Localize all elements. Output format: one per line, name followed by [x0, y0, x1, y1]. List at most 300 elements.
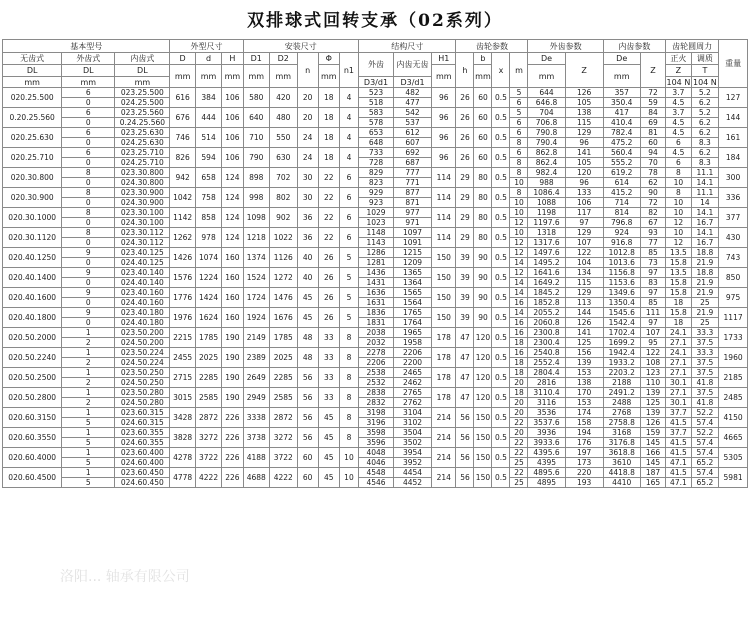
cell-model-ext: 5: [62, 418, 115, 428]
cell-weight: 743: [719, 248, 748, 268]
cell-Z2: 187: [640, 468, 665, 478]
cell-Z2: 78: [640, 168, 665, 178]
cell-Z1: 125: [565, 338, 603, 348]
cell-model-nogear: 020.60.4500: [3, 468, 62, 488]
cell-d3-ext: 1029: [359, 208, 394, 218]
cell-F2: 11.1: [691, 188, 719, 198]
cell-m: 8: [510, 188, 528, 198]
cell-d3-int: 1209: [393, 258, 431, 268]
cell-F1: 15.8: [666, 308, 691, 318]
cell-x: 0.5: [492, 148, 510, 168]
cell-Z2: 81: [640, 128, 665, 138]
cell-model-int: 023.60.315: [115, 408, 170, 418]
cell-n: 40: [297, 248, 318, 268]
cell-d3-ext: 3198: [359, 408, 394, 418]
unit-De-int: mm: [603, 65, 640, 88]
cell-Z2: 108: [640, 358, 665, 368]
cell-F2: 41.8: [691, 398, 719, 408]
cell-b: 80: [474, 228, 492, 248]
cell-De1: 644: [528, 88, 565, 98]
cell-F1: 18: [666, 318, 691, 328]
cell-De2: 924: [603, 228, 640, 238]
cell-F1: 4.5: [666, 128, 691, 138]
cell-weight: 1117: [719, 308, 748, 328]
cell-m: 14: [510, 288, 528, 298]
cell-D2: 1476: [269, 288, 297, 308]
cell-model-nogear: 020.40.1400: [3, 268, 62, 288]
cell-De2: 714: [603, 198, 640, 208]
cell-De1: 706.8: [528, 118, 565, 128]
col-m: m: [510, 53, 528, 88]
cell-H: 190: [222, 328, 243, 348]
cell-D: 3015: [170, 388, 195, 408]
col-dl-1: DL: [3, 65, 62, 77]
col-quench: 调质: [691, 53, 719, 65]
cell-d: 1624: [195, 308, 221, 328]
cell-De1: 3537.6: [528, 418, 565, 428]
cell-Z2: 85: [640, 248, 665, 258]
cell-n: 60: [297, 468, 318, 488]
cell-x: 0.5: [492, 128, 510, 148]
cell-F1: 18: [666, 298, 691, 308]
cell-model-ext: 9: [62, 248, 115, 258]
cell-model-ext: 0: [62, 118, 115, 128]
table-row: [3, 188, 748, 198]
cell-H: 106: [222, 108, 243, 128]
cell-F2: 57.4: [691, 438, 719, 448]
cell-n1: 5: [339, 308, 358, 328]
table-row: [3, 138, 748, 148]
cell-model-nogear: 020.40.1600: [3, 288, 62, 308]
cell-x: 0.5: [492, 228, 510, 248]
cell-De1: 1317.6: [528, 238, 565, 248]
cell-Z2: 93: [640, 228, 665, 238]
cell-model-int: 023.30.800: [115, 168, 170, 178]
cell-F2: 16.7: [691, 218, 719, 228]
cell-d3-ext: 4548: [359, 468, 394, 478]
cell-Z2: 62: [640, 178, 665, 188]
cell-D1: 2149: [243, 328, 269, 348]
col-d: d: [195, 53, 221, 65]
table-row: [3, 268, 748, 278]
cell-model-nogear: 020.50.2800: [3, 388, 62, 408]
cell-De2: 614: [603, 178, 640, 188]
cell-model-ext: 1: [62, 368, 115, 378]
cell-F1: 15.8: [666, 258, 691, 268]
cell-weight: 377: [719, 208, 748, 228]
cell-h: 26: [456, 108, 474, 128]
cell-model-ext: 0: [62, 138, 115, 148]
cell-Z2: 94: [640, 148, 665, 158]
cell-n1: 5: [339, 248, 358, 268]
cell-b: 150: [474, 448, 492, 468]
table-row: [3, 198, 748, 208]
cell-x: 0.5: [492, 208, 510, 228]
cell-model-int: 023.30.900: [115, 188, 170, 198]
cell-D: 2215: [170, 328, 195, 348]
unit-d: mm: [195, 65, 221, 88]
cell-model-nogear: 020.30.800: [3, 168, 62, 188]
cell-De2: 619.2: [603, 168, 640, 178]
cell-n: 45: [297, 308, 318, 328]
group-ext-gear: 外齿参数: [528, 40, 603, 53]
cell-m: 25: [510, 458, 528, 468]
cell-m: 16: [510, 348, 528, 358]
cell-De1: 862.8: [528, 148, 565, 158]
cell-F1: 27.1: [666, 358, 691, 368]
cell-D1: 998: [243, 188, 269, 208]
cell-H1: 96: [432, 148, 456, 168]
cell-phi: 45: [318, 468, 339, 488]
cell-d3-ext: 4546: [359, 478, 394, 488]
unit-D: mm: [170, 65, 195, 88]
cell-weight: 184: [719, 148, 748, 168]
cell-De1: 2816: [528, 378, 565, 388]
table-row: [3, 298, 748, 308]
table-row: [3, 348, 748, 358]
cell-d3-int: 4452: [393, 478, 431, 488]
cell-De1: 1086.4: [528, 188, 565, 198]
cell-Z1: 139: [565, 358, 603, 368]
cell-b: 120: [474, 368, 492, 388]
cell-d3-int: 2762: [393, 398, 431, 408]
cell-D1: 580: [243, 88, 269, 108]
cell-H: 124: [222, 228, 243, 248]
watermark: 洛阳... 轴承有限公司: [60, 569, 190, 585]
table-row: [3, 228, 748, 238]
cell-d3-int: 607: [393, 138, 431, 148]
cell-F2: 16.7: [691, 238, 719, 248]
spec-table: [2, 39, 748, 488]
cell-d: 758: [195, 188, 221, 208]
cell-b: 150: [474, 428, 492, 448]
cell-model-ext: 0: [62, 258, 115, 268]
cell-b: 120: [474, 328, 492, 348]
cell-Z2: 122: [640, 348, 665, 358]
cell-phi: 45: [318, 448, 339, 468]
cell-F2: 5.2: [691, 108, 719, 118]
unit-mm-1: mm: [3, 77, 62, 88]
cell-Z2: 83: [640, 278, 665, 288]
cell-m: 16: [510, 298, 528, 308]
cell-Z2: 123: [640, 368, 665, 378]
cell-phi: 22: [318, 208, 339, 228]
cell-h: 39: [456, 308, 474, 328]
cell-Z1: 126: [565, 88, 603, 98]
cell-model-int: 023.25.500: [115, 88, 170, 98]
cell-model-int: 0.24.25.560: [115, 118, 170, 128]
cell-b: 150: [474, 468, 492, 488]
cell-n1: 5: [339, 288, 358, 308]
cell-De2: 1013.6: [603, 258, 640, 268]
cell-D2: 1272: [269, 268, 297, 288]
cell-D2: 2025: [269, 348, 297, 368]
cell-Z2: 70: [640, 158, 665, 168]
cell-d3-int: 877: [393, 188, 431, 198]
cell-phi: 26: [318, 248, 339, 268]
cell-D2: 1676: [269, 308, 297, 328]
cell-m: 12: [510, 238, 528, 248]
cell-F2: 52.2: [691, 428, 719, 438]
cell-Z2: 69: [640, 118, 665, 128]
table-row: [3, 148, 748, 158]
cell-De2: 2758.8: [603, 418, 640, 428]
cell-d3-int: 1764: [393, 318, 431, 328]
col-int: 内齿式: [115, 53, 170, 65]
cell-model-nogear: 020.30.1120: [3, 228, 62, 248]
cell-F1: 41.5: [666, 418, 691, 428]
col-Z-ext: Z: [565, 53, 603, 88]
cell-n: 45: [297, 288, 318, 308]
cell-d3-int: 2765: [393, 388, 431, 398]
cell-model-ext: 2: [62, 398, 115, 408]
cell-De1: 2060.8: [528, 318, 565, 328]
cell-model-nogear: 020.25.710: [3, 148, 62, 168]
cell-Z1: 105: [565, 98, 603, 108]
cell-d3-int: 2206: [393, 348, 431, 358]
cell-b: 150: [474, 408, 492, 428]
unit-force-z: 104 N: [666, 77, 691, 87]
cell-d3-ext: 3196: [359, 418, 394, 428]
cell-n1: 8: [339, 388, 358, 408]
cell-weight: 1733: [719, 328, 748, 348]
cell-model-int: 024.30.800: [115, 178, 170, 188]
cell-Z1: 153: [565, 398, 603, 408]
cell-model-int: 024.60.400: [115, 458, 170, 468]
table-row: [3, 358, 748, 368]
cell-model-int: 024.50.250: [115, 378, 170, 388]
cell-H1: 150: [432, 268, 456, 288]
cell-x: 0.5: [492, 248, 510, 268]
cell-De1: 1641.6: [528, 268, 565, 278]
cell-H: 124: [222, 168, 243, 188]
cell-n1: 6: [339, 168, 358, 188]
cell-De2: 1350.4: [603, 298, 640, 308]
cell-H: 160: [222, 288, 243, 308]
cell-n1: 4: [339, 108, 358, 128]
table-row: [3, 278, 748, 288]
cell-Z1: 104: [565, 258, 603, 268]
col-z-sym: Z: [666, 65, 691, 77]
cell-Z1: 96: [565, 178, 603, 188]
cell-D: 3428: [170, 408, 195, 428]
cell-model-ext: 5: [62, 478, 115, 488]
cell-h: 26: [456, 128, 474, 148]
cell-model-int: 023.40.125: [115, 248, 170, 258]
group-weight: 重量: [719, 40, 748, 88]
cell-F2: 14: [691, 198, 719, 208]
cell-n1: 10: [339, 448, 358, 468]
cell-F1: 4.5: [666, 98, 691, 108]
cell-phi: 22: [318, 188, 339, 208]
cell-weight: 2485: [719, 388, 748, 408]
cell-model-ext: 2: [62, 378, 115, 388]
cell-Z2: 85: [640, 298, 665, 308]
cell-phi: 26: [318, 268, 339, 288]
cell-h: 26: [456, 88, 474, 108]
cell-De2: 350.4: [603, 98, 640, 108]
unit-H1: mm: [432, 65, 456, 88]
cell-F1: 13.5: [666, 268, 691, 278]
cell-Z2: 110: [640, 378, 665, 388]
cell-model-int: 023.25.630: [115, 128, 170, 138]
cell-De1: 862.4: [528, 158, 565, 168]
cell-d3-int: 612: [393, 128, 431, 138]
cell-D2: 1785: [269, 328, 297, 348]
cell-m: 16: [510, 318, 528, 328]
cell-D2: 1126: [269, 248, 297, 268]
cell-phi: 45: [318, 408, 339, 428]
table-row: [3, 158, 748, 168]
cell-D: 826: [170, 148, 195, 168]
cell-n: 48: [297, 348, 318, 368]
cell-D1: 2649: [243, 368, 269, 388]
cell-H1: 214: [432, 448, 456, 468]
cell-m: 20: [510, 408, 528, 418]
cell-model-nogear: 020.40.1800: [3, 308, 62, 328]
cell-D: 1776: [170, 288, 195, 308]
cell-De1: 982.4: [528, 168, 565, 178]
unit-b: mm: [474, 65, 492, 88]
cell-F2: 6.2: [691, 98, 719, 108]
cell-d3-ext: 2838: [359, 388, 394, 398]
cell-Z2: 145: [640, 438, 665, 448]
cell-model-nogear: 020.25.500: [3, 88, 62, 108]
cell-F2: 52.2: [691, 408, 719, 418]
cell-weight: 430: [719, 228, 748, 248]
cell-model-ext: 1: [62, 468, 115, 478]
cell-Z1: 129: [565, 288, 603, 298]
group-outer-dim: 外型尺寸: [170, 40, 243, 53]
cell-model-nogear: 020.60.4000: [3, 448, 62, 468]
cell-De2: 2491.2: [603, 388, 640, 398]
cell-De2: 415.2: [603, 188, 640, 198]
cell-x: 0.5: [492, 288, 510, 308]
cell-n1: 8: [339, 368, 358, 388]
cell-De2: 2203.2: [603, 368, 640, 378]
cell-H: 106: [222, 88, 243, 108]
cell-x: 0.5: [492, 448, 510, 468]
col-D3d1-ext: D3/d1: [359, 77, 394, 88]
table-row: [3, 328, 748, 338]
cell-d3-ext: 728: [359, 158, 394, 168]
cell-H: 226: [222, 448, 243, 468]
cell-De2: 1349.6: [603, 288, 640, 298]
cell-Z1: 115: [565, 278, 603, 288]
cell-n: 36: [297, 228, 318, 248]
cell-b: 80: [474, 208, 492, 228]
cell-b: 60: [474, 88, 492, 108]
col-t-sym: T: [691, 65, 719, 77]
cell-d3-ext: 648: [359, 138, 394, 148]
cell-F1: 41.5: [666, 468, 691, 478]
cell-F2: 37.5: [691, 358, 719, 368]
cell-De1: 790.8: [528, 128, 565, 138]
cell-F1: 47.1: [666, 478, 691, 488]
cell-D: 1262: [170, 228, 195, 248]
cell-n: 24: [297, 148, 318, 168]
cell-model-ext: 1: [62, 348, 115, 358]
cell-model-int: 023.40.160: [115, 288, 170, 298]
cell-Z2: 72: [640, 88, 665, 98]
cell-Z1: 138: [565, 378, 603, 388]
cell-De1: 2300.8: [528, 328, 565, 338]
cell-F1: 3.7: [666, 88, 691, 98]
cell-De2: 4418.8: [603, 468, 640, 478]
cell-H1: 150: [432, 248, 456, 268]
cell-Z2: 139: [640, 388, 665, 398]
cell-Z2: 139: [640, 408, 665, 418]
cell-H1: 96: [432, 108, 456, 128]
cell-F1: 30.1: [666, 398, 691, 408]
cell-Z1: 122: [565, 248, 603, 258]
table-row: [3, 288, 748, 298]
table-row: [3, 338, 748, 348]
cell-Z1: 158: [565, 418, 603, 428]
cell-D2: 802: [269, 188, 297, 208]
cell-D2: 1022: [269, 228, 297, 248]
cell-F1: 30.1: [666, 378, 691, 388]
cell-h: 47: [456, 328, 474, 348]
cell-model-ext: 5: [62, 438, 115, 448]
cell-d3-int: 771: [393, 178, 431, 188]
cell-model-int: 024.30.100: [115, 218, 170, 228]
cell-d3-int: 1215: [393, 248, 431, 258]
table-row: [3, 108, 748, 118]
cell-F1: 12: [666, 218, 691, 228]
cell-d3-ext: 1023: [359, 218, 394, 228]
cell-d: 2585: [195, 388, 221, 408]
cell-weight: 1960: [719, 348, 748, 368]
cell-d: 1224: [195, 268, 221, 288]
cell-m: 22: [510, 418, 528, 428]
cell-model-int: 023.60.355: [115, 428, 170, 438]
cell-De2: 2768: [603, 408, 640, 418]
cell-d: 3722: [195, 448, 221, 468]
cell-model-nogear: 020.50.2500: [3, 368, 62, 388]
header-row-1: [3, 40, 748, 53]
cell-model-ext: 8: [62, 228, 115, 238]
cell-d: 2872: [195, 408, 221, 428]
cell-d3-int: 871: [393, 198, 431, 208]
cell-F1: 24.1: [666, 348, 691, 358]
cell-Z1: 115: [565, 118, 603, 128]
cell-De2: 417: [603, 108, 640, 118]
cell-H: 124: [222, 188, 243, 208]
cell-phi: 26: [318, 288, 339, 308]
cell-Z1: 120: [565, 168, 603, 178]
cell-h: 39: [456, 268, 474, 288]
cell-F1: 24.1: [666, 328, 691, 338]
cell-d3-ext: 4048: [359, 448, 394, 458]
cell-De1: 2552.4: [528, 358, 565, 368]
cell-n1: 4: [339, 88, 358, 108]
cell-model-ext: 0: [62, 238, 115, 248]
cell-weight: 5981: [719, 468, 748, 488]
cell-d: 514: [195, 128, 221, 148]
cell-d3-int: 3502: [393, 438, 431, 448]
group-int-gear: 内齿参数: [603, 40, 666, 53]
cell-D2: 902: [269, 208, 297, 228]
table-row: [3, 448, 748, 458]
cell-F2: 21.9: [691, 308, 719, 318]
cell-De1: 2300.4: [528, 338, 565, 348]
cell-model-int: 024.30.900: [115, 198, 170, 208]
cell-weight: 144: [719, 108, 748, 128]
cell-D: 4778: [170, 468, 195, 488]
cell-Z1: 176: [565, 438, 603, 448]
unit-force-t: 104 N: [692, 77, 717, 87]
